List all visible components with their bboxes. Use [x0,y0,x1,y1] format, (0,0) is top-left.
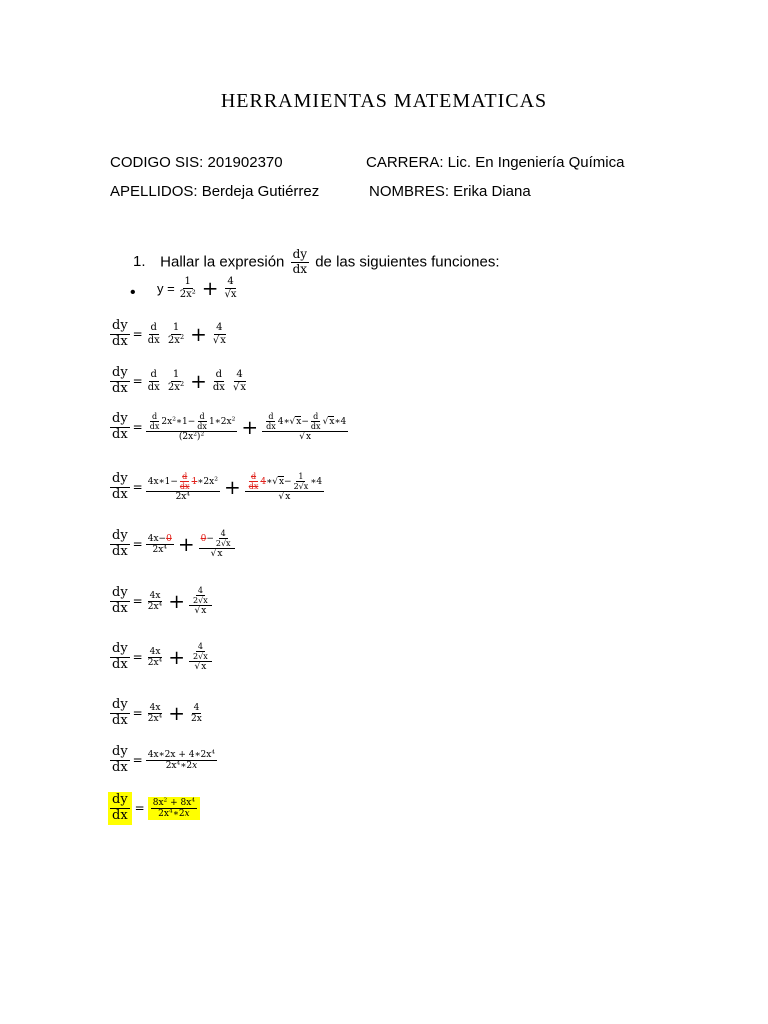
derivation-step-4: $\frac{dy}{dx}$ = 4x∗1− $\frac{d}{dx}$ $1∗2x^2$ $2x^4$ + $\frac{d}{dx}$ 4∗√x− $\frac{1}{2√x}$ ∗4 √x [112,471,323,503]
question-derivative-fraction: $\frac{dy}{dx}$ [292,247,308,276]
apellidos: APELLIDOS: Berdeja Gutiérrez [110,183,320,200]
derivation-step-3: $\frac{dy}{dx}$ = $\frac{d}{dx}$ $2x^2∗1-$ $\frac{d}{dx}$ $1∗2x^2$ $(2x^2)^2$ + $\frac{d}{dx}$ 4∗√x− $\frac{d}{dx}$ √x∗4 √x [112,411,347,443]
nombres: NOMBRES: Erika Diana [369,183,531,200]
derivation-step-1: $\frac{dy}{dx}$ = $\frac{d}{dx}$ $\frac{1}{2x^2}$ + $\frac{4}{√x}$ [112,318,226,349]
derivation-step-7: $\frac{dy}{dx}$ = $\frac{4x}{2x^4}$ + $\frac{\frac{4}{2√x}}{√x}$ [110,642,212,673]
function-definition: y = $\frac{1}{\text{2x²}}$ + $\frac{4}{√x}$ [157,276,237,300]
derivation-step-9: $\frac{dy}{dx}$ = $\frac{4x∗2x + 4∗2x^4}{2x^4∗2x}$ [112,744,216,775]
question-text-before: Hallar la expresión [160,253,285,271]
derivation-step-8: $\frac{dy}{dx}$ = $\frac{4x}{2x^4}$ + $\frac{4}{2x}$ [112,697,202,728]
final-result: $\frac{dy}{dx}$ = $\frac{8x^2 + 8x^4}{2x^4∗2x}$ [108,792,200,825]
derivation-step-2: $\frac{dy}{dx}$ = $\frac{d}{dx}$ $\frac{1}{2x^2}$ + $\frac{d}{dx}$ $\frac{4}{√x}$ [112,365,247,396]
codigo-sis: CODIGO SIS: 201902370 [110,154,283,171]
derivation-step-6: $\frac{dy}{dx}$ = $\frac{4x}{2x^4}$ + $\frac{\frac{4}{2√x}}{√x}$ [110,586,212,617]
question-number: 1. [133,253,146,271]
derivation-step-5: $\frac{dy}{dx}$ = $\frac{4x-0}{2x^4}$ + 0− $\frac{4}{2√x}$ √x [110,529,235,560]
question-text-after: de las siguientes funciones: [315,253,500,271]
page-title: HERRAMIENTAS MATEMATICAS [220,90,548,112]
carrera: CARRERA: Lic. En Ingeniería Química [366,154,625,171]
question-1 [133,248,500,277]
bullet-marker: • [130,284,136,301]
